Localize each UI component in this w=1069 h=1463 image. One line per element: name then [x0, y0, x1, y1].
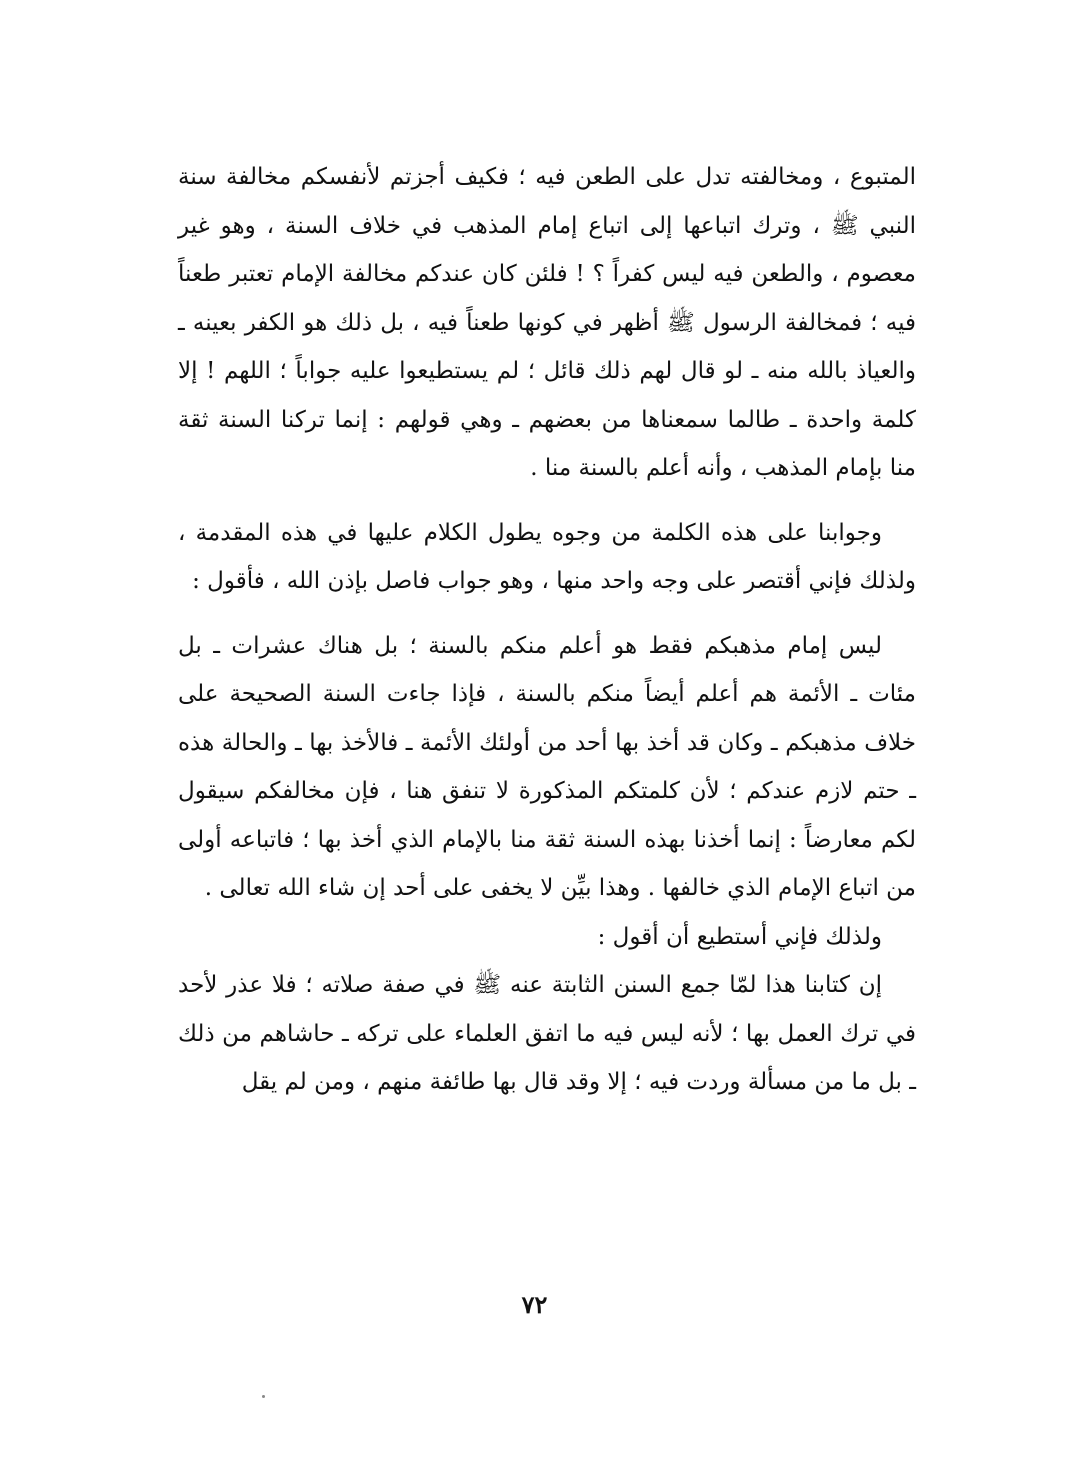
scan-speck	[262, 1395, 265, 1398]
paragraph-1: المتبوع ، ومخالفته تدل على الطعن فيه ؛ فكيف أجزتم لأنفسكم مخالفة سنة النبي ﷺ ، وترك اتباعها إلى اتباع إمام المذهب في خلاف السنة ، وهو غير معصوم ، والطعن فيه ليس كفراً ؟ ! فلئن كان عندكم مخالفة الإمام تعتبر طعناً فيه ؛ فمخالفة الرسول ﷺ أظهر في كونها طعناً فيه ، بل ذلك هو الكفر بعينه ـ والعياذ بالله منه ـ لو قال لهم ذلك قائل ؛ لم يستطيعوا عليه جواباً ؛ اللهم ! إلا كلمة واحدة ـ طالما سمعناها من بعضهم ـ وهي قولهم : إنما تركنا السنة ثقة منا بإمام المذهب ، وأنه أعلم بالسنة منا .	[178, 164, 916, 481]
paragraph-5: إن كتابنا هذا لمّا جمع السنن الثابتة عنه ﷺ في صفة صلاته ؛ فلا عذر لأحد في ترك العمل بها ؛ لأنه ليس فيه ما اتفق العلماء على تركه ـ حاشاهم من ذلك ـ بل ما من مسألة وردت فيه ؛ إلا وقد قال بها طائفة منهم ، ومن لم يقل	[178, 972, 916, 1095]
paragraph-2: وجوابنا على هذه الكلمة من وجوه يطول الكلام عليها في هذه المقدمة ، ولذلك فإني أقتصر على وجه واحد منها ، وهو جواب فاصل بإذن الله ، فأقول :	[178, 519, 916, 594]
paragraph-3: ليس إمام مذهبكم فقط هو أعلم منكم بالسنة ؛ بل هناك عشرات ـ بل مئات ـ الأئمة هم أعلم أيضاً منكم بالسنة ، فإذا جاءت السنة الصحيحة على خلاف مذهبكم ـ وكان قد أخذ بها أحد من أولئك الأئمة ـ فالأخذ بها ـ والحالة هذه ـ حتم لازم عندكم ؛ لأن كلمتكم المذكورة لا تنفق هنا ، فإن مخالفكم سيقول لكم معارضاً : إنما أخذنا بهذه السنة ثقة منا بالإمام الذي أخذ بها ؛ فاتباعه أولى من اتباع الإمام الذي خالفها . وهذا بيِّن لا يخفى على أحد إن شاء الله تعالى .	[178, 632, 916, 901]
body-text	[178, 153, 916, 1107]
page-number: ٧٢	[521, 1290, 548, 1319]
paragraph-4: ولذلك فإني أستطيع أن أقول :	[597, 923, 882, 950]
